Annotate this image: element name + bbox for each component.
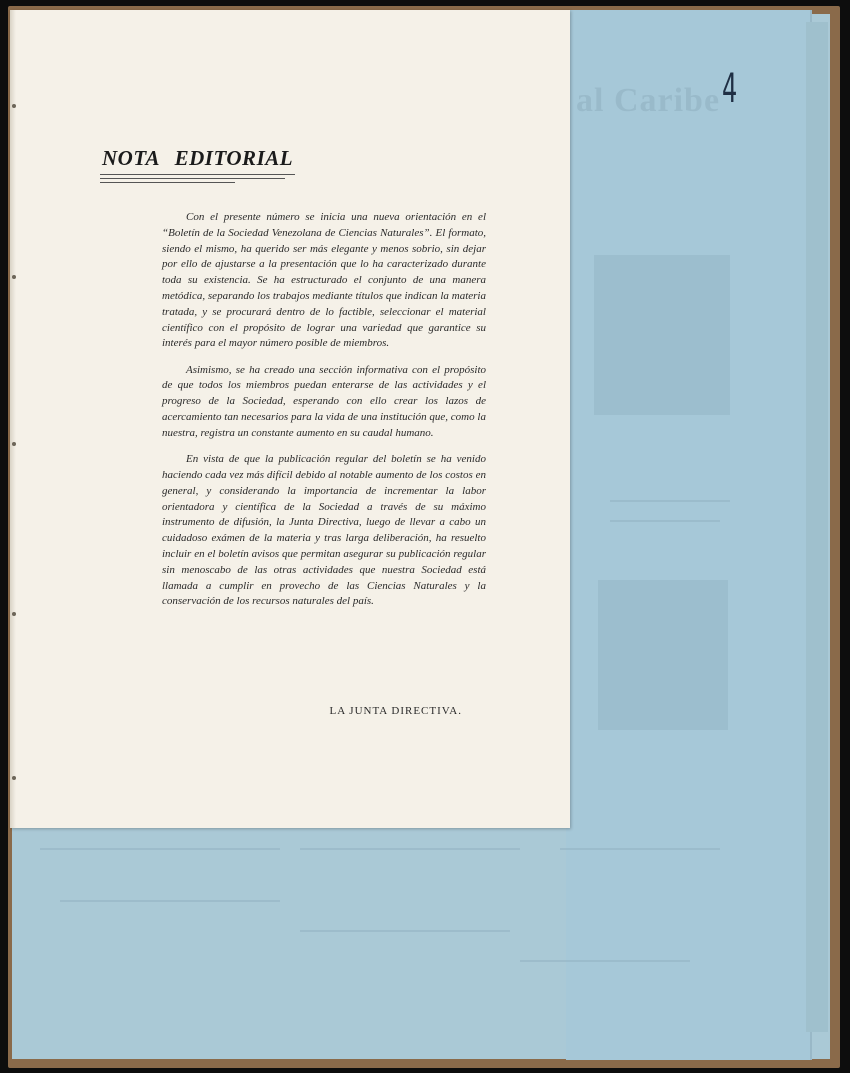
right-blue-page <box>566 10 812 1060</box>
bleed-through-text-line <box>560 848 720 850</box>
bleed-through-text-line <box>300 848 520 850</box>
binding-fold <box>10 10 16 828</box>
bleed-through-masthead: al Caribe <box>576 82 721 119</box>
bleed-through-text-line <box>40 848 280 850</box>
title-underline <box>100 182 235 183</box>
bleed-through-text-line <box>60 900 280 902</box>
bleed-through-text-line <box>610 520 720 522</box>
bleed-through-photo-top <box>594 255 730 415</box>
editorial-body <box>162 210 486 621</box>
binding-hole <box>12 612 16 616</box>
editorial-paragraph: Con el presente número se inicia una nueva orientación en el “Boletín de la Sociedad Venezolana de Ciencias Naturales”. El formato, siendo el mismo, ha querido ser más elegante y menos sobrio, sin dejar por ello de ajustarse a la presentación que lo ha caracterizado durante toda su existencia. Se ha estructurado el conjunto de una manera metódica, separando los trabajos mediante títulos que indican la materia tratada, y se procurará dentro de lo factible, seleccionar el material científico con el propósito de lograr una variedad que garantice su interés para el mayor número posible de miembros. <box>162 211 486 350</box>
binding-hole <box>12 104 16 108</box>
title-underline <box>100 178 285 179</box>
blue-page-edge <box>806 22 828 1032</box>
bleed-through-text-line <box>520 960 690 962</box>
editorial-paragraph: Asimismo, se ha creado una sección informativa con el propósito de que todos los miembros puedan enterarse de las actividades y el progreso de la Sociedad, esperando con ello crear los lazos de acercamiento tan necesarios para la vida de una institución que, como la nuestra, registra un constante aumento en su caudal humano. <box>162 363 486 439</box>
binding-hole <box>12 442 16 446</box>
bleed-through-text-line <box>300 930 510 932</box>
editorial-title: NOTA EDITORIAL <box>102 146 294 170</box>
page-number: 4 <box>722 66 738 112</box>
binding-hole <box>12 776 16 780</box>
editorial-paragraph: En vista de que la publicación regular del boletín se ha venido haciendo cada vez más difícil debido al notable aumento de los costos en general, y considerando la importancia de incrementar la labor orientadora y científica de la Sociedad a través de su máximo instrumento de difusión, la Junta Directiva, luego de llevar a cabo un cuidadoso exámen de la materia y tras larga deliberación, ha resuelto incluir en el boletín avisos que permitan asegurar su publicación regular sin menoscabo de las otras actividades que nuestra Sociedad está llamada a cumplir en provecho de las Ciencias Naturales y la conservación de los recursos naturales del país. <box>162 453 486 608</box>
bleed-through-photo-bottom <box>598 580 728 730</box>
binding-hole <box>12 275 16 279</box>
title-underline <box>100 174 295 175</box>
bleed-through-text-line <box>610 500 730 502</box>
editorial-signature: LA JUNTA DIRECTIVA. <box>329 705 462 717</box>
